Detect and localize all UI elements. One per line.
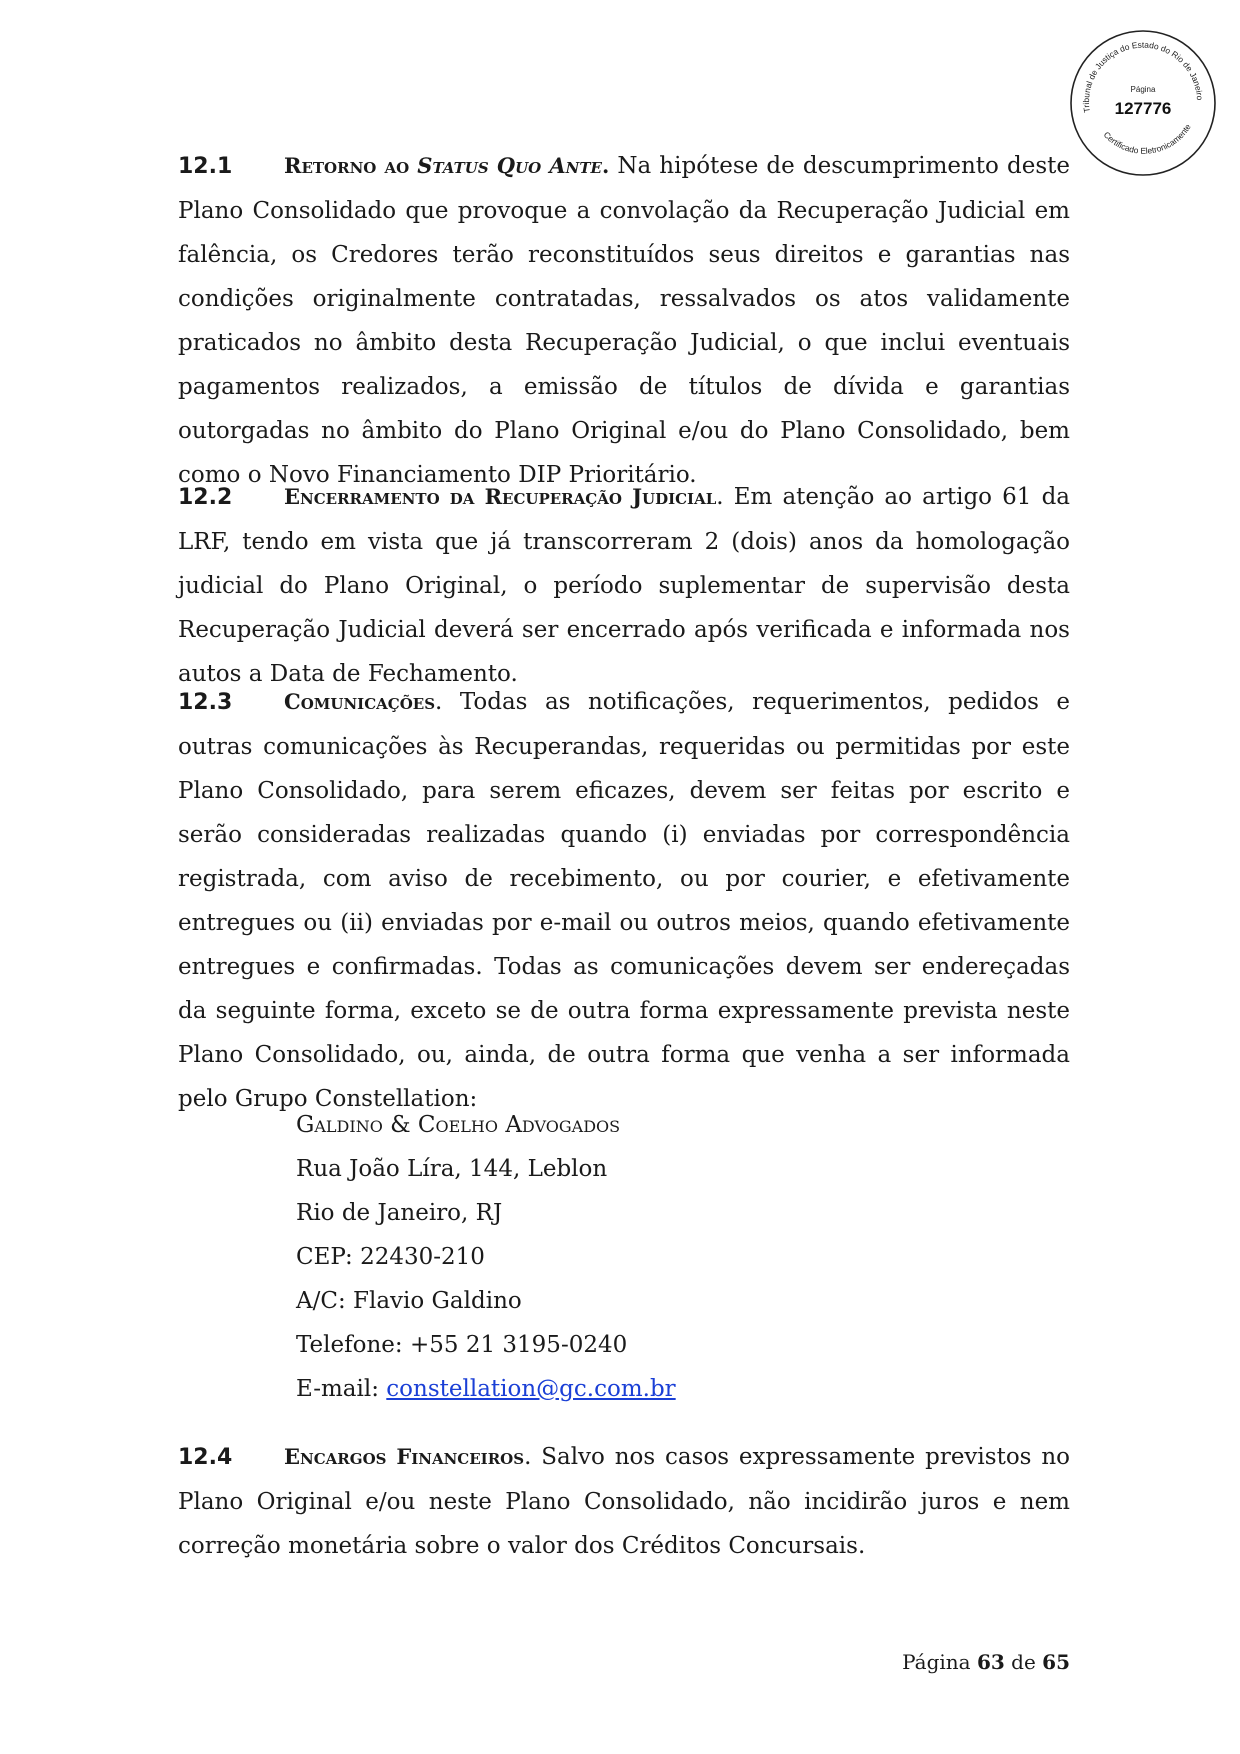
address-phone: Telefone: +55 21 3195-0240 xyxy=(296,1332,628,1358)
stamp-top-text: Tribunal de Justiça do Estado do Rio de Janeiro xyxy=(1080,39,1206,114)
stamp-seal xyxy=(1068,28,1218,178)
email-label: E-mail: xyxy=(296,1376,387,1402)
section-number: 12.2 xyxy=(178,485,233,510)
address-email-line xyxy=(296,1367,676,1411)
section-body: Na hipótese de descumprimento deste Plano Consolidado que provoque a convolação da Recuperação Judicial em falência, os Credores terão reconstituídos seus direitos e garantias nas condições originalmente contratadas, ressalvados os atos validamente praticados no âmbito desta Recuperação Judicial, o que inclui eventuais pagamentos realizados, a emissão de títulos de dívida e garantias outorgadas no âmbito do Plano Original e/ou do Plano Consolidado, bem como o Novo Financiamento DIP Prioritário. xyxy=(178,153,1070,488)
section-paragraph xyxy=(178,475,1070,696)
court-stamp xyxy=(1068,28,1218,178)
section-heading: Encargos Financeiros xyxy=(284,1444,525,1469)
section-heading: Encerramento da Recuperação Judicial xyxy=(284,484,717,509)
svg-text:Certificado Eletronicamente xyxy=(1102,122,1193,156)
section-paragraph xyxy=(178,144,1070,497)
section-number: 12.1 xyxy=(178,154,233,179)
heading-part: . xyxy=(601,153,610,178)
section-body: . Todas as notificações, requerimentos, pedidos e outras comunicações às Recuperandas, requeridas ou permitidas por este Plano Consolidado, para serem eficazes, devem ser feitas por escrito e serão consideradas realizadas quando (i) enviadas por correspondência registrada, com aviso de recebimento, ou por courier, e efetivamente entregues ou (ii) enviadas por e-mail ou outros meios, quando efetivamente entregues e confirmadas. Todas as comunicações devem ser endereçadas da seguinte forma, exceto se de outra forma expressamente prevista neste Plano Consolidado, ou, ainda, de outra forma que venha a ser informada pelo Grupo Constellation: xyxy=(178,689,1070,1112)
section-number: 12.3 xyxy=(178,690,233,715)
footer-total-pages: 65 xyxy=(1042,1650,1070,1674)
address-block xyxy=(296,1103,676,1411)
section-12-1 xyxy=(178,144,1070,497)
heading-part: Retorno ao xyxy=(284,153,418,178)
section-12-4 xyxy=(178,1435,1070,1568)
stamp-label: Página xyxy=(1130,85,1156,94)
footer-page-number: 63 xyxy=(976,1650,1005,1674)
address-street: Rua João Líra, 144, Leblon xyxy=(296,1156,608,1182)
section-body: . Em atenção ao artigo 61 da LRF, tendo em vista que já transcorreram 2 (dois) anos da homologação judicial do Plano Original, o período suplementar de supervisão desta Recuperação Judicial deverá ser encerrado após verificada e informada nos autos a Data de Fechamento. xyxy=(178,484,1070,687)
section-12-3 xyxy=(178,680,1070,1121)
stamp-bottom-text: Certificado Eletronicamente xyxy=(1101,122,1193,156)
footer-middle: de xyxy=(1004,1650,1043,1674)
address-city: Rio de Janeiro, RJ xyxy=(296,1200,503,1226)
stamp-number: 127776 xyxy=(1114,99,1172,118)
address-cep: CEP: 22430-210 xyxy=(296,1244,485,1270)
firm-name: Galdino & Coelho Advogados xyxy=(296,1112,621,1138)
section-body: . Salvo nos casos expressamente previstos no Plano Original e/ou neste Plano Consolidado, não incidirão juros e nem correção monetária sobre o valor dos Créditos Concursais. xyxy=(178,1444,1070,1559)
page-footer xyxy=(902,1650,1070,1674)
section-paragraph xyxy=(178,680,1070,1121)
section-number: 12.4 xyxy=(178,1445,233,1470)
heading-italic: Status Quo Ante xyxy=(417,153,602,178)
email-link[interactable]: constellation@gc.com.br xyxy=(386,1376,676,1402)
section-heading xyxy=(284,153,609,178)
section-12-2 xyxy=(178,475,1070,696)
section-paragraph xyxy=(178,1435,1070,1568)
section-heading: Comunicações xyxy=(284,689,436,714)
address-attn: A/C: Flavio Galdino xyxy=(296,1288,522,1314)
footer-prefix: Página xyxy=(902,1650,977,1674)
